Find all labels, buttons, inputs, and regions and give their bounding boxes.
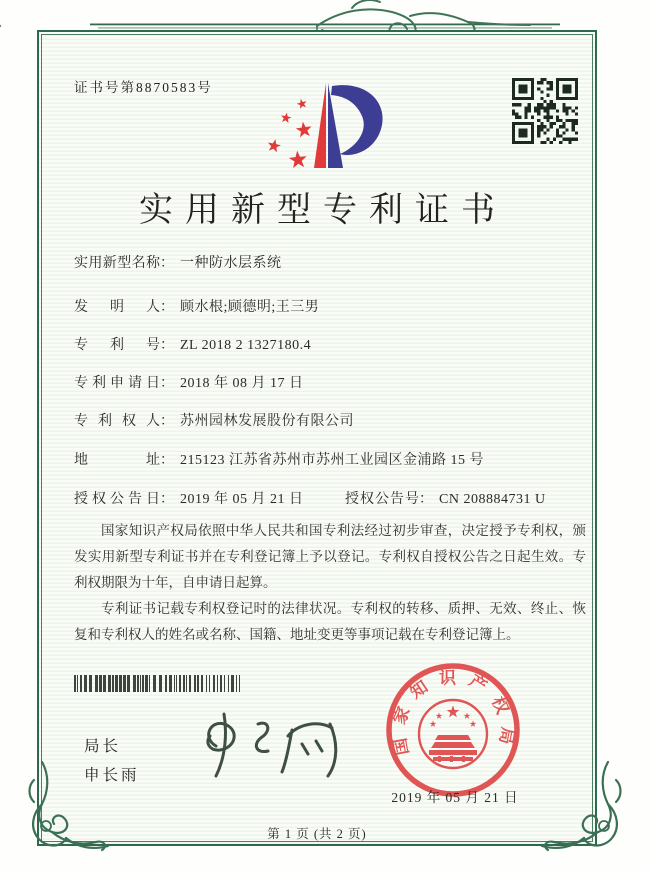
legal-text-block <box>74 518 586 648</box>
seal-text: 国家知识产权局 <box>388 668 518 757</box>
field-label: 专利号 <box>74 338 160 353</box>
field-row: 专利申请日： 2018 年 08 月 17 日 <box>74 372 586 392</box>
field-row: 授权公告日： 2019 年 05 月 21 日 授权公告号： CN 208884731 U <box>74 488 586 508</box>
barcode <box>74 675 242 692</box>
certificate-title: 实用新型专利证书 <box>139 192 507 229</box>
field-value: CN 208884731 U <box>439 492 546 507</box>
field-label: 实用新型名称 <box>74 256 160 271</box>
field-value: 苏州园林发展股份有限公司 <box>180 414 354 429</box>
field-value: 215123 江苏省苏州市苏州工业园区金浦路 15 号 <box>180 453 484 468</box>
field-value: ZL 2018 2 1327180.4 <box>180 338 312 353</box>
field-label: 授权公告号 <box>345 492 419 507</box>
field-label: 授权公告日 <box>74 492 160 507</box>
field-value: 2019 年 05 月 21 日 <box>180 492 304 507</box>
field-row: 地址： 215123 江苏省苏州市苏州工业园区金浦路 15 号 <box>74 449 586 469</box>
page-number-footer: 第 1 页 (共 2 页) <box>267 827 367 841</box>
field-value: 2018 年 08 月 17 日 <box>180 376 304 391</box>
legal-paragraph: 国家知识产权局依照中华人民共和国专利法经过初步审查，决定授予专利权，颁发实用新型专利证书并在专利登记簿上予以登记。专利权自授权公告之日起生效。专利权期限为十年，自申请日起算。 <box>74 523 586 590</box>
director-name: 申长雨 <box>84 767 140 785</box>
field-label: 专利申请日 <box>74 376 160 391</box>
field-label: 地址 <box>74 453 160 468</box>
field-label: 发明人 <box>74 300 160 315</box>
field-group-secondary: 授权公告号： CN 208884731 U <box>345 488 546 508</box>
cnipa-red-seal <box>383 660 523 800</box>
field-row: 实用新型名称： 一种防水层系统 <box>74 252 586 272</box>
qr-code <box>512 78 578 144</box>
field-value: 一种防水层系统 <box>180 256 282 271</box>
field-row: 专利权人： 苏州园林发展股份有限公司 <box>74 410 586 430</box>
legal-paragraph: 专利证书记载专利权登记时的法律状况。专利权的转移、质押、无效、终止、恢复和专利权人的姓名或名称、国籍、地址变更等事项记载在专利登记簿上。 <box>74 600 586 642</box>
cnipa-logo-icon <box>258 74 398 182</box>
director-signature <box>192 704 354 796</box>
field-value: 顾水根;顾德明;王三男 <box>180 300 320 315</box>
director-title: 局长 <box>84 738 122 755</box>
field-row: 专利号： ZL 2018 2 1327180.4 <box>74 334 586 354</box>
field-row: 发明人： 顾水根;顾德明;王三男 <box>74 296 586 316</box>
certificate-number: 证书号第8870583号 <box>74 80 213 95</box>
seal-date: 2019 年 05 月 21 日 <box>391 790 519 805</box>
field-label: 专利权人 <box>74 414 160 429</box>
director-block <box>84 732 140 791</box>
